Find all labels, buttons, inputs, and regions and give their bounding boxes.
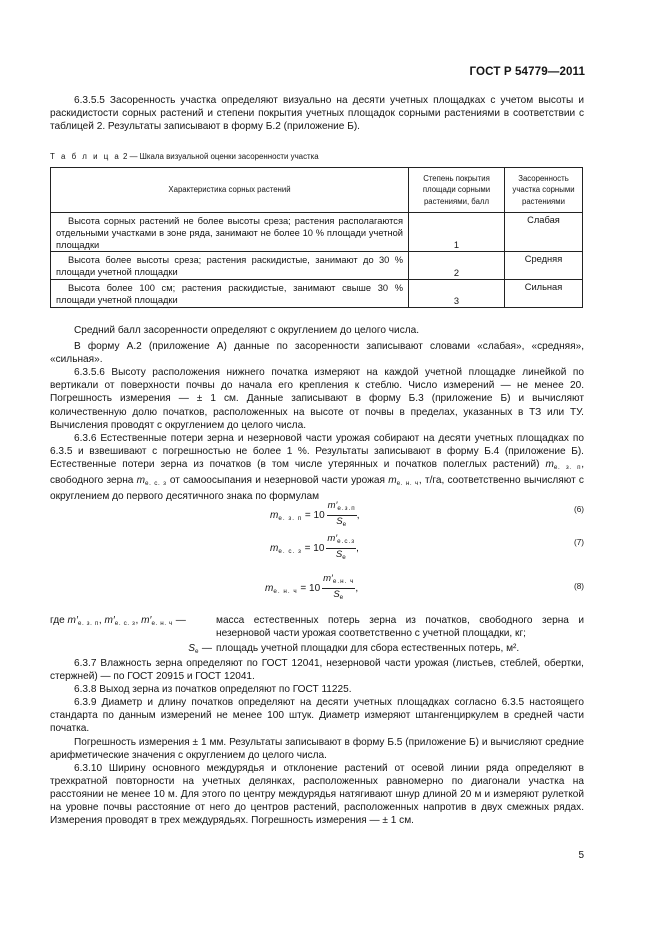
paragraph-6-3-7: 6.3.7 Влажность зерна определяют по ГОСТ 12041, незерновой части урожая (листьев, стеблей, обертки, стержней) — по ГОСТ 20915 и ГОСТ 12041. — [50, 658, 584, 683]
cell-level: Слабая — [505, 213, 583, 252]
definition-symbols: где $m'_{е. з. п}$, $m'_{е. с. з}$, $m'_{е. н. ч}$ — — [50, 615, 186, 627]
paragraph-6-3-8: 6.3.8 Выход зерна из початков определяют по ГОСТ 11225. — [74, 684, 352, 696]
symbol-subscript: е. н. ч — [151, 620, 173, 627]
paragraph-6-3-6 — [50, 432, 584, 503]
definition-dash: — — [175, 615, 186, 626]
definition-dash: — — [201, 643, 212, 655]
symbol-subscript: е. с. з — [114, 620, 136, 627]
formula-tail: , — [356, 543, 359, 555]
formula-7 — [270, 534, 359, 563]
formula-6 — [270, 501, 359, 530]
numerator-subscript: е.н. ч — [332, 578, 355, 585]
header-level: Засоренность участка сорными растениями — [505, 168, 583, 213]
symbol-subscript: е. з. п — [553, 463, 582, 471]
formula-lhs-subscript: е. с. з — [278, 548, 302, 556]
definition-text: масса естественных потерь зерна из початков, свободного зерна и незерновой части урожая соответственно с учетной площадки, кг; — [216, 615, 584, 640]
formula-denominator — [326, 549, 356, 563]
formula-denominator — [322, 589, 355, 603]
table-header-row — [51, 168, 583, 213]
definition-symbols — [50, 642, 216, 658]
formula-numerator — [322, 574, 355, 589]
symbol-subscript: е — [194, 648, 200, 656]
symbol-m: m — [545, 458, 554, 470]
denominator-subscript: е — [342, 521, 348, 528]
denominator-subscript: е — [342, 554, 347, 561]
formula-tail: , — [355, 583, 359, 595]
formula-definitions — [50, 614, 584, 658]
formula-numerator — [327, 501, 357, 516]
formula-lhs-symbol: m — [265, 583, 274, 595]
formula-equals: = 10 — [300, 583, 321, 595]
cell-score: 2 — [409, 252, 505, 280]
cell-score: 1 — [409, 213, 505, 252]
denominator-symbol: S — [335, 549, 343, 560]
paragraph-text: 6.3.5.5 Засоренность участка определяют визуально на десяти учетных площадках с учетом высоты и раскидистости сорных растений и степени покрытия учетных площадок сорными растениями в соответствии с таблицей 2. Результаты записывают в форму Б.2 (приложение Б). — [50, 95, 584, 133]
formula-tail: , — [356, 510, 360, 522]
p636-text-3: от самоосыпания и незерновой части урожая — [169, 475, 385, 487]
numerator-symbol: m′ — [323, 573, 333, 584]
symbol-subscript: е. с. з — [145, 480, 167, 488]
header-characteristic: Характеристика сорных растений — [51, 168, 409, 213]
formula-lhs-symbol: m — [270, 543, 279, 555]
formula-fraction — [326, 534, 356, 563]
denominator-symbol: S — [336, 516, 343, 527]
paragraph-6-3-5-5 — [50, 94, 584, 133]
formula-number: (7) — [573, 538, 584, 547]
definition-row — [50, 642, 584, 658]
formula-numerator — [326, 534, 356, 549]
symbol-m: m — [388, 475, 397, 487]
definition-text: площадь учетной площадки для сбора естественных потерь, м². — [216, 643, 520, 655]
formula-lhs-subscript: е. н. ч — [273, 588, 298, 596]
formula-equals: = 10 — [304, 510, 325, 522]
formula-denominator — [327, 516, 357, 530]
formula-equals: = 10 — [304, 543, 325, 555]
denominator-subscript: е — [339, 594, 345, 601]
numerator-subscript: е.з.п — [337, 505, 356, 512]
paragraphs-after-table — [50, 324, 584, 503]
formula-lhs-subscript: е. з. п — [278, 515, 303, 523]
page-number: 5 — [578, 850, 584, 861]
paragraph-average-score: Средний балл засоренности определяют с округлением до целого числа. — [74, 325, 420, 336]
symbol-subscript: е. н. ч — [396, 480, 419, 488]
paragraph-6-3-9-error: Погрешность измерения ± 1 мм. Результаты записывают в форму Б.5 (приложение Б) и вычисляют средние арифметические значения с округлением до целого числа. — [50, 736, 584, 761]
cell-characteristic: Высота более высоты среза; растения раскидистые, занимают до 30 % площади учетной площадки — [51, 252, 409, 280]
cell-level: Сильная — [505, 280, 583, 308]
paragraph-6-3-5-6: 6.3.5.6 Высоту расположения нижнего початка измеряют на каждой учетной площадке линейкой по вертикали от поверхности почвы до начала его крепления к стеблю. Число измерений — не менее 20. Погрешность измерения — ± 1 см. Данные записывают в форму Б.3 (приложение Б) и вычисляют количественную долю початков, расположенных на высоте от почвы в пределах, указанных в ТЗ или ТУ. Вычисления проводят с округлением до целого числа. — [50, 367, 584, 431]
cell-score: 3 — [409, 280, 505, 308]
formula-8 — [265, 574, 358, 603]
p636-text-2: , свободного зерна — [50, 458, 584, 487]
symbol-m: m′ — [141, 615, 152, 626]
table-caption — [50, 152, 319, 161]
table-row — [51, 213, 583, 252]
symbol-s: S — [188, 643, 195, 655]
symbol-m: m — [136, 475, 146, 487]
document-header: ГОСТ Р 54779—2011 — [469, 65, 585, 78]
paragraph-6-3-9: 6.3.9 Диаметр и длину початков определяют на десяти учетных площадках согласно 6.3.5 настоящего стандарта по данным измерений не менее 100 штук. Диаметр измеряют штангенциркулем в средней части початка. — [50, 697, 584, 735]
cell-characteristic: Высота сорных растений не более высоты среза; растения располагаются отдельными участками в зоне ряда, занимают не более 10 % площади учетной площадки — [51, 213, 409, 252]
table-caption-text: 2 — Шкала визуальной оценки засоренности участка — [123, 152, 319, 161]
numerator-subscript: е.с.з — [337, 538, 356, 545]
header-score: Степень покрытия площади сорными растениями, балл — [409, 168, 505, 213]
definition-row — [50, 614, 584, 640]
table-row — [51, 280, 583, 308]
where-word: где — [50, 615, 65, 626]
table-row — [51, 252, 583, 280]
p636-text-1: 6.3.6 Естественные потери зерна и незерновой части урожая собирают на десяти учетных площадках по 6.3.5 и взвешивают с погрешностью не более 1 %. Результаты записывают в форму Б.4 (приложение Б). Естественные потери зерна из початков (в том числе утерянных и початков полеглых растений) — [50, 432, 584, 470]
numerator-symbol: m′ — [327, 533, 338, 544]
table-caption-label: Т а б л и ц а — [50, 152, 121, 161]
paragraph-form-a2: В форму А.2 (приложение А) данные по засоренности записывают словами «слабая», «средняя», «сильная». — [50, 341, 584, 366]
formula-fraction — [322, 574, 355, 603]
paragraph-6-3-10: 6.3.10 Ширину основного междурядья и отклонение растений от осевой линии ряда определяют в трехкратной повторности на учетных делянках, расположенных равномерно по диагонали участка на расстоянии не менее 10 м. Для этого по центру междурядья натягивают шнур длиной 20 м и измеряют рулеткой на уровне почвы расстояние от него до центров растений, расположенных напротив в двух смежных рядах. Измерения проводят в трех междурядьях. Погрешность измерения — ± 1 см. — [50, 762, 584, 827]
numerator-symbol: m′ — [327, 500, 338, 511]
symbol-subscript: е. з. п — [77, 620, 99, 627]
p636-text-4: , т/га, соответственно вычисляют с округлением до первого десятичного знака по формулам — [50, 475, 584, 503]
symbol-m: m′ — [104, 615, 115, 626]
formula-number: (6) — [573, 505, 584, 514]
paragraphs-6-3-7-to-6-3-10 — [50, 657, 584, 827]
cell-characteristic: Высота более 100 см; растения раскидистые, занимают свыше 30 % площади учетной площадки — [51, 280, 409, 308]
symbol-m: m′ — [67, 615, 78, 626]
formula-lhs-symbol: m — [270, 510, 279, 522]
denominator-symbol: S — [333, 589, 340, 600]
cell-level: Средняя — [505, 252, 583, 280]
formula-number: (8) — [573, 582, 584, 591]
formula-fraction — [327, 501, 357, 530]
weed-scale-table — [50, 167, 583, 308]
